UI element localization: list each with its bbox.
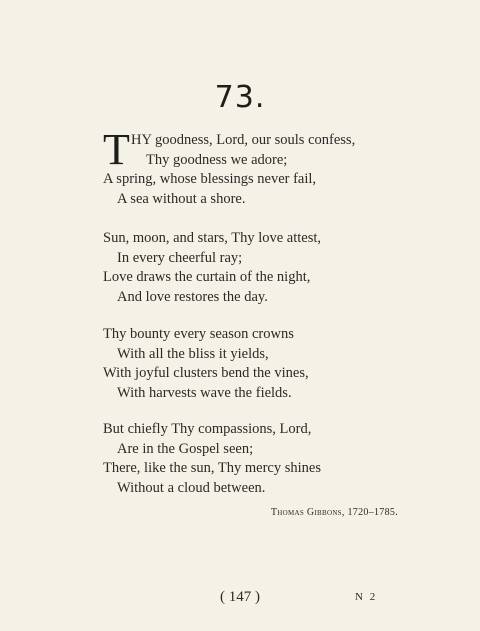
attribution bbox=[271, 507, 398, 518]
stanza-3 bbox=[103, 325, 309, 403]
stanza-1-line-2: Thy goodness we adore; bbox=[146, 151, 288, 168]
stanza-line: But chiefly Thy compassions, Lord, bbox=[103, 421, 312, 437]
stanza-line: There, like the sun, Thy mercy shines bbox=[103, 460, 321, 476]
stanza-2 bbox=[103, 229, 321, 307]
stanza-1-line-1: HY goodness, Lord, our souls confess, bbox=[131, 132, 356, 148]
page-number: ( 147 ) bbox=[220, 589, 260, 605]
stanza-line: With all the bliss it yields, bbox=[117, 345, 269, 362]
signature-mark: N 2 bbox=[355, 591, 378, 603]
stanza-line: Love draws the curtain of the night, bbox=[103, 269, 311, 285]
author-name: Thomas Gibbons, bbox=[270, 507, 345, 518]
drop-cap: T bbox=[103, 125, 130, 174]
stanza-1-line-3: A spring, whose blessings never fail, bbox=[103, 171, 317, 187]
stanza-line: In every cheerful ray; bbox=[117, 249, 243, 266]
stanza-line: With harvests wave the fields. bbox=[117, 384, 292, 401]
stanza-1-line-4: A sea without a shore. bbox=[117, 190, 246, 207]
stanza-line: Without a cloud between. bbox=[117, 479, 266, 496]
hymn-number: 73. bbox=[214, 80, 266, 115]
stanza-line: Are in the Gospel seen; bbox=[117, 440, 254, 457]
stanza-line: And love restores the day. bbox=[117, 288, 268, 305]
stanza-1-rest bbox=[103, 170, 316, 209]
stanza-4 bbox=[103, 420, 321, 498]
stanza-line: Thy bounty every season crowns bbox=[103, 326, 294, 342]
stanza-line: Sun, moon, and stars, Thy love attest, bbox=[103, 230, 322, 246]
stanza-line: With joyful clusters bend the vines, bbox=[103, 365, 309, 381]
stanza-1-opening bbox=[131, 131, 355, 170]
author-dates: 1720–1785. bbox=[347, 507, 398, 518]
